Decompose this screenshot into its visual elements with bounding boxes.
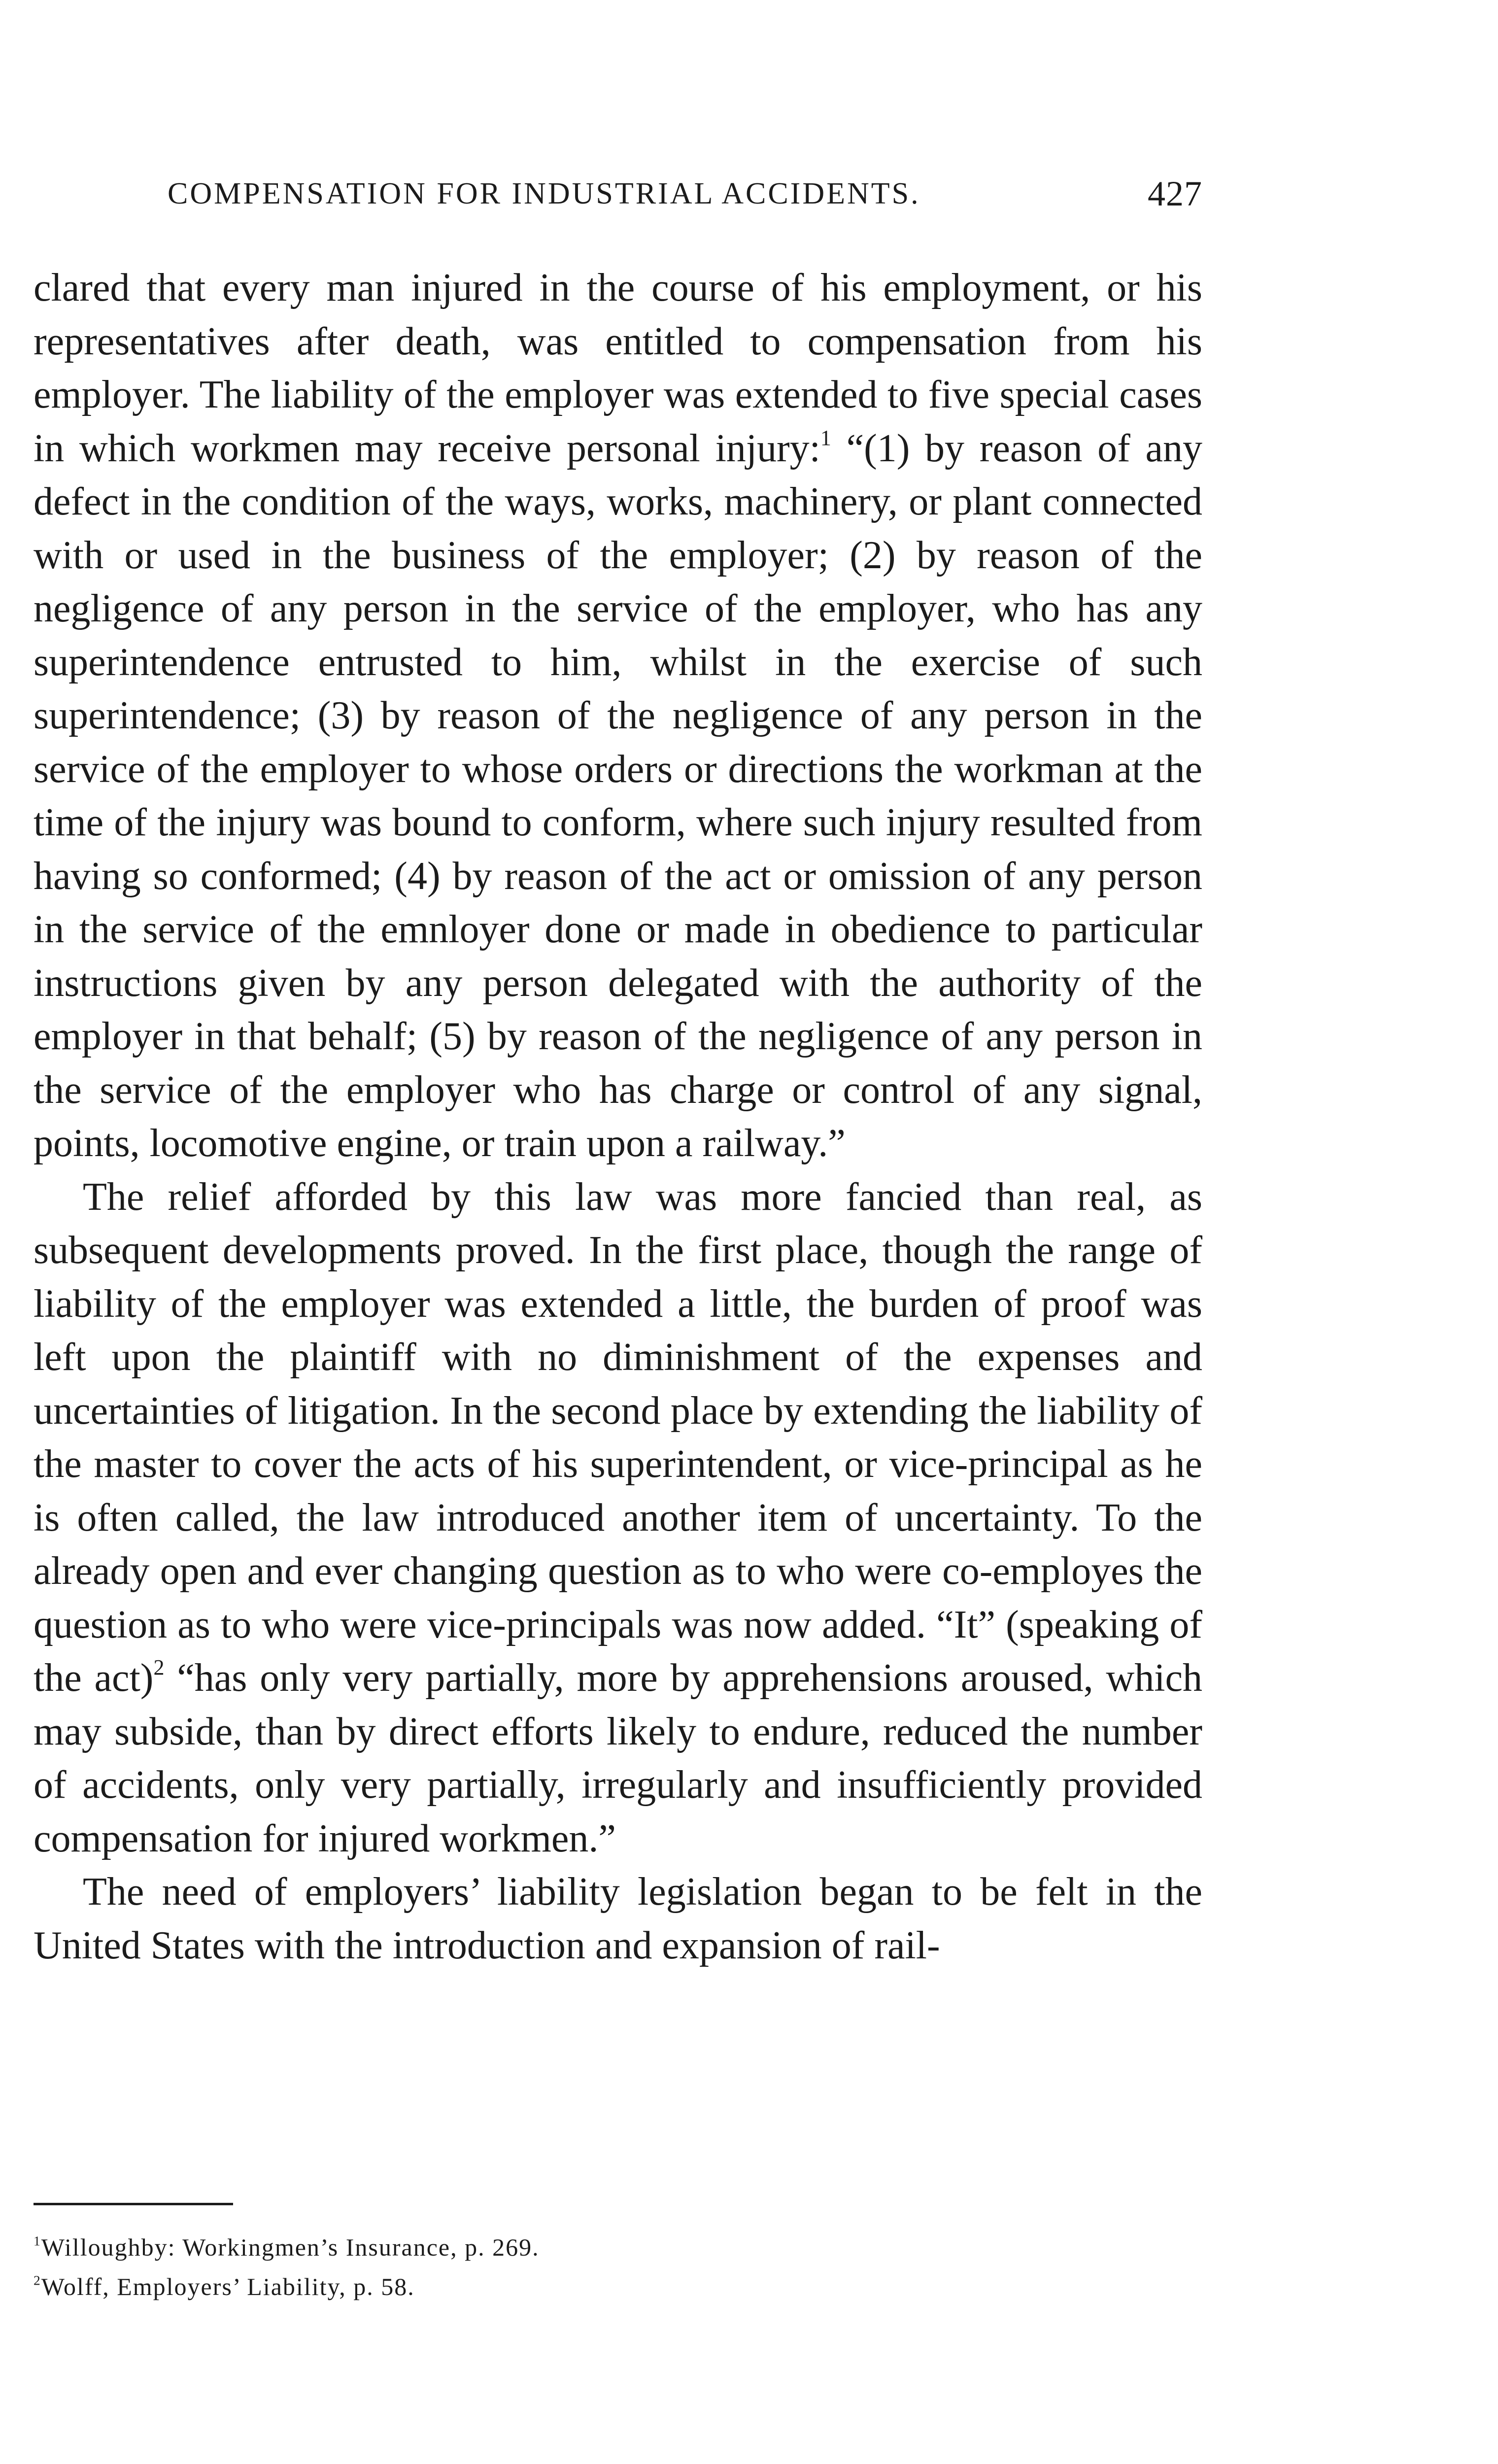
body-text bbox=[34, 261, 1202, 1972]
footnote-2-text: Wolff, Employers’ Liability, p. 58. bbox=[41, 2273, 415, 2300]
running-title: COMPENSATION FOR INDUSTRIAL ACCIDENTS. bbox=[168, 177, 920, 210]
paragraph-3: The need of employers’ liability legislation began to be felt in the United States with the introduction and expansion of rail- bbox=[34, 1870, 1202, 1967]
footnote-1-mark: 1 bbox=[34, 2233, 41, 2249]
paragraph-1 bbox=[34, 261, 1202, 1170]
running-head bbox=[168, 167, 1202, 221]
paragraph-2 bbox=[34, 1170, 1202, 1866]
paragraph-1-text-a: clared that every man injured in the course of his employment, or his representatives after death, was entitled to compensation from his employer. The liability of the employer was extended to five special cases in which workmen may receive personal injury: bbox=[34, 266, 1202, 470]
page-number: 427 bbox=[1148, 174, 1202, 213]
paragraph-1-text-b: “(1) by reason of any defect in the condition of the ways, works, machinery, or plant connected with or used in the business of the employer; (2) by reason of the negligence of any person in the service of the employer, who has any superintendence entrusted to him, whilst in the exercise of such superintendence; (3) by reason of the negligence of any person in the service of the employer to whose orders or directions the workman at the time of the injury was bound to conform, where such injury resulted from having so conformed; (4) by reason of the act or omission of any person in the service of the emnloyer done or made in obedience to particular instructions given by any person delegated with the authority of the employer in that behalf; (5) by reason of the negligence of any person in the service of the employer who has charge or control of any signal, points, locomotive engine, or train upon a railway.” bbox=[34, 426, 1202, 1165]
footnote-1-text: Willoughby: Workingmen’s Insurance, p. 269. bbox=[41, 2233, 540, 2261]
footnote-ref-2: 2 bbox=[153, 1655, 165, 1679]
paragraph-2-text-b: “has only very partially, more by apprehensions aroused, which may subside, than by direct efforts likely to endure, reduced the number of accidents, only very partially, irregularly and insufficiently provided compensation for injured workmen.” bbox=[34, 1656, 1202, 1860]
footnote-2 bbox=[34, 2267, 1202, 2306]
paragraph-2-text-a: The relief afforded by this law was more fancied than real, as subsequent developments proved. In the first place, though the range of liability of the employer was extended a little, the burden of proof was left upon the plaintiff with no diminishment of the expenses and uncertainties of litigation. In the second place by extending the liability of the master to cover the acts of his superintendent, or vice-principal as he is often called, the law introduced another item of uncertainty. To the already open and ever changing question as to who were co-employes the question as to who were vice-principals was now added. “It” (speaking of the act) bbox=[34, 1175, 1202, 1700]
footnote-1 bbox=[34, 2227, 1202, 2267]
footnote-ref-1: 1 bbox=[820, 425, 831, 450]
footnote-2-mark: 2 bbox=[34, 2272, 41, 2288]
footnote-divider bbox=[34, 2203, 233, 2205]
footnotes bbox=[34, 2227, 1202, 2306]
